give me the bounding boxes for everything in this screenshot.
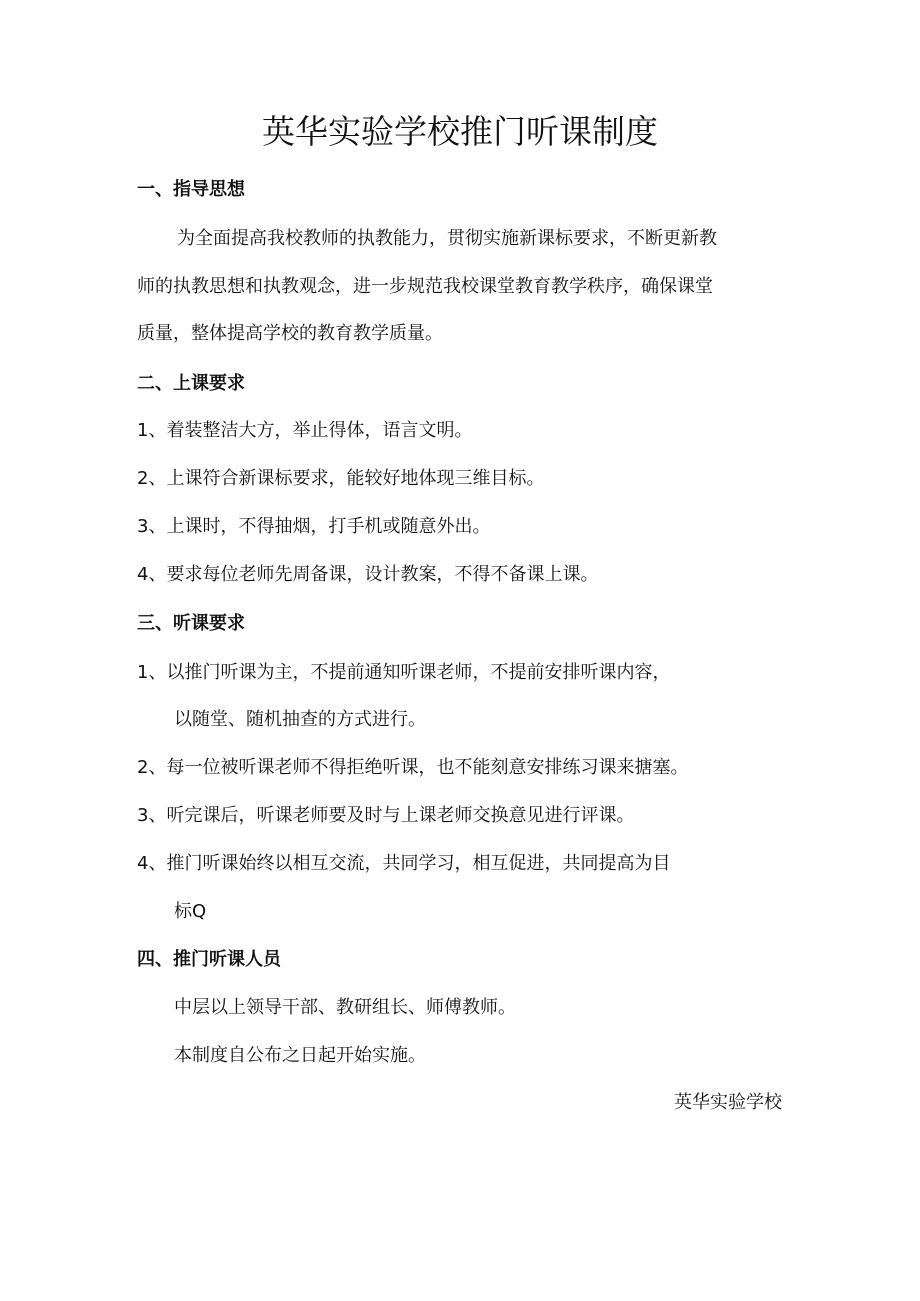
section4-line-1: 中层以上领导干部、教研组长、师傅教师。 xyxy=(174,997,516,1018)
section3-item-3: 3、听完课后，听课老师要及时与上课老师交换意见进行评课。 xyxy=(137,805,635,826)
signature-school-name: 英华实验学校 xyxy=(674,1092,782,1113)
section1-paragraph-line-2: 师的执教思想和执教观念，进一步规范我校课堂教育教学秩序，确保课堂 xyxy=(137,276,713,297)
section2-item-3: 3、上课时，不得抽烟，打手机或随意外出。 xyxy=(137,516,491,537)
section-heading-guiding-thought: 一、指导思想 xyxy=(137,179,245,200)
section1-paragraph-line-3: 质量，整体提高学校的教育教学质量。 xyxy=(137,323,443,344)
section3-item-1-line-2: 以随堂、随机抽查的方式进行。 xyxy=(174,709,426,730)
section4-line-2: 本制度自公布之日起开始实施。 xyxy=(174,1045,426,1066)
page-title: 英华实验学校推门听课制度 xyxy=(262,112,658,151)
section1-paragraph-line-1: 为全面提高我校教师的执教能力，贯彻实施新课标要求，不断更新教 xyxy=(177,228,717,249)
section2-item-4: 4、要求每位老师先周备课，设计教案，不得不备课上课。 xyxy=(137,564,599,585)
section-heading-personnel: 四、推门听课人员 xyxy=(137,949,281,970)
section-heading-class-requirements: 二、上课要求 xyxy=(137,373,245,394)
section3-item-4-line-1: 4、推门听课始终以相互交流，共同学习，相互促进，共同提高为目 xyxy=(137,853,671,874)
section-heading-observation-requirements: 三、听课要求 xyxy=(137,613,245,634)
section2-item-1: 1、着装整洁大方，举止得体，语言文明。 xyxy=(137,420,473,441)
section3-item-2: 2、每一位被听课老师不得拒绝听课，也不能刻意安排练习课来搪塞。 xyxy=(137,757,689,778)
section3-item-4-line-2: 标Q xyxy=(174,901,207,922)
section3-item-1-line-1: 1、以推门听课为主，不提前通知听课老师，不提前安排听课内容， xyxy=(137,662,671,683)
section2-item-2: 2、上课符合新课标要求，能较好地体现三维目标。 xyxy=(137,468,545,489)
